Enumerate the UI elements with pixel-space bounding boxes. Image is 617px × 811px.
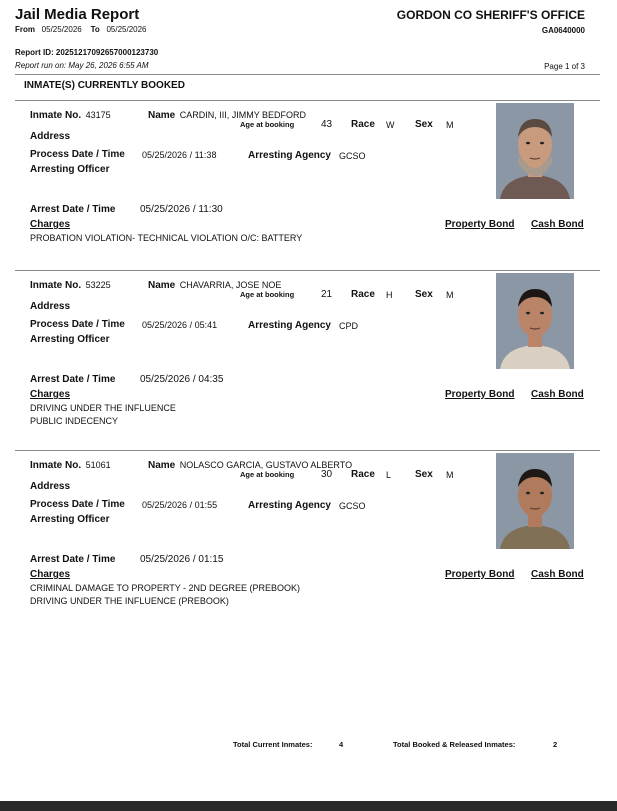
section-rule xyxy=(15,100,600,101)
inmate-number-row xyxy=(30,275,111,293)
mugshot-icon xyxy=(496,103,574,199)
process-date: 05/25/2026 xyxy=(142,320,188,330)
arrest-slash: / xyxy=(192,554,196,565)
arrest-time: 04:35 xyxy=(198,374,224,385)
arresting-officer-label: Arresting Officer xyxy=(30,334,110,345)
header-rule xyxy=(15,74,600,75)
run-date: Report run on: May 26, 2026 6:55 AM xyxy=(15,61,149,70)
sex-label: Sex xyxy=(415,119,433,130)
address-label: Address xyxy=(30,481,71,492)
charges-label: Charges xyxy=(30,219,71,230)
to-label: To xyxy=(90,25,100,34)
inmate-no-label: Inmate No. xyxy=(30,110,82,121)
inmate-number-row xyxy=(30,455,111,473)
process-datetime xyxy=(142,320,217,330)
age-label: Age at booking xyxy=(240,120,295,129)
inmate-no-label: Inmate No. xyxy=(30,460,82,471)
name-label: Name xyxy=(148,110,176,121)
arresting-officer-label: Arresting Officer xyxy=(30,514,110,525)
arrest-datetime xyxy=(140,204,223,215)
arresting-agency-value: GCSO xyxy=(339,501,366,511)
process-date-label: Process Date / Time xyxy=(30,499,125,510)
process-datetime xyxy=(142,500,217,510)
arresting-agency-value: GCSO xyxy=(339,151,366,161)
race-label: Race xyxy=(351,469,375,480)
record-divider xyxy=(15,270,600,271)
arrest-date-label: Arrest Date / Time xyxy=(30,554,116,565)
mugshot-icon xyxy=(496,453,574,549)
inmate-photo xyxy=(496,273,574,369)
arresting-agency-label: Arresting Agency xyxy=(248,150,331,161)
mugshot-icon xyxy=(496,273,574,369)
address-label: Address xyxy=(30,131,71,142)
ori-code: GA0640000 xyxy=(541,26,585,35)
sex-label: Sex xyxy=(415,469,433,480)
from-label: From xyxy=(15,25,35,34)
age-value: 43 xyxy=(321,119,333,130)
record-divider xyxy=(15,450,600,451)
total-released-value: 2 xyxy=(553,740,558,749)
charge-item: DRIVING UNDER THE INFLUENCE xyxy=(30,403,176,413)
race-label: Race xyxy=(351,119,375,130)
inmate-name: CARDIN, III, JIMMY BEDFORD xyxy=(179,110,307,120)
charge-item: PUBLIC INDECENCY xyxy=(30,416,119,426)
address-label: Address xyxy=(30,301,71,312)
process-date-label: Process Date / Time xyxy=(30,319,125,330)
cash-bond-label: Cash Bond xyxy=(531,569,584,580)
inmate-photo xyxy=(496,103,574,199)
process-time: 05:41 xyxy=(194,320,218,330)
inmate-no-value: 43175 xyxy=(85,110,111,120)
race-value: L xyxy=(386,470,392,480)
to-date: 05/25/2026 xyxy=(106,25,147,34)
screen-bottom-bar xyxy=(0,801,617,811)
process-date-label: Process Date / Time xyxy=(30,149,125,160)
age-value: 30 xyxy=(321,469,333,480)
inmate-number-row xyxy=(30,105,111,123)
name-label: Name xyxy=(148,280,176,291)
arrest-datetime xyxy=(140,554,223,565)
page-number: Page 1 of 3 xyxy=(544,62,585,71)
charge-item: DRIVING UNDER THE INFLUENCE (PREBOOK) xyxy=(30,596,229,606)
arrest-date: 05/25/2026 xyxy=(140,374,191,385)
sex-value: M xyxy=(446,290,454,300)
total-released-label: Total Booked & Released Inmates: xyxy=(393,740,516,749)
report-id: Report ID: 20251217092657000123730 xyxy=(15,48,159,57)
arrest-date: 05/25/2026 xyxy=(140,204,191,215)
section-title: INMATE(S) CURRENTLY BOOKED xyxy=(24,80,185,91)
total-current-label: Total Current Inmates: xyxy=(233,740,313,749)
process-date: 05/25/2026 xyxy=(142,500,188,510)
charges-label: Charges xyxy=(30,569,71,580)
property-bond-label: Property Bond xyxy=(445,569,515,580)
charges-label: Charges xyxy=(30,389,71,400)
agency-name: GORDON CO SHERIFF'S OFFICE xyxy=(396,8,585,22)
race-label: Race xyxy=(351,289,375,300)
arrest-time: 11:30 xyxy=(198,204,223,215)
arrest-date-label: Arrest Date / Time xyxy=(30,204,116,215)
cash-bond-label: Cash Bond xyxy=(531,389,584,400)
arresting-agency-value: CPD xyxy=(339,321,359,331)
race-value: W xyxy=(386,120,395,130)
inmate-no-value: 53225 xyxy=(85,280,111,290)
race-value: H xyxy=(386,290,393,300)
inmate-no-value: 51061 xyxy=(85,460,111,470)
sex-value: M xyxy=(446,470,454,480)
arrest-slash: / xyxy=(192,204,196,215)
arresting-officer-label: Arresting Officer xyxy=(30,164,110,175)
process-date: 05/25/2026 xyxy=(142,150,188,160)
process-slash: / xyxy=(189,320,193,330)
arrest-date: 05/25/2026 xyxy=(140,554,191,565)
arrest-date-label: Arrest Date / Time xyxy=(30,374,116,385)
arrest-time: 01:15 xyxy=(198,554,224,565)
sex-label: Sex xyxy=(415,289,433,300)
inmate-photo xyxy=(496,453,574,549)
age-label: Age at booking xyxy=(240,290,295,299)
age-label: Age at booking xyxy=(240,470,295,479)
name-label: Name xyxy=(148,460,176,471)
total-current-value: 4 xyxy=(339,740,344,749)
inmate-name: NOLASCO GARCIA, GUSTAVO ALBERTO xyxy=(179,460,353,470)
report-title: Jail Media Report xyxy=(15,6,140,23)
property-bond-label: Property Bond xyxy=(445,389,515,400)
charge-item: CRIMINAL DAMAGE TO PROPERTY - 2ND DEGREE (PREBOOK) xyxy=(30,583,301,593)
process-time: 01:55 xyxy=(194,500,218,510)
process-datetime xyxy=(142,150,216,160)
from-date: 05/25/2026 xyxy=(41,25,82,34)
arresting-agency-label: Arresting Agency xyxy=(248,500,331,511)
inmate-name: CHAVARRIA, JOSE NOE xyxy=(179,280,282,290)
age-value: 21 xyxy=(321,289,333,300)
arrest-slash: / xyxy=(192,374,196,385)
property-bond-label: Property Bond xyxy=(445,219,515,230)
process-time: 11:38 xyxy=(194,150,217,160)
inmate-no-label: Inmate No. xyxy=(30,280,82,291)
arresting-agency-label: Arresting Agency xyxy=(248,320,331,331)
date-range xyxy=(15,25,147,34)
arrest-datetime xyxy=(140,374,223,385)
process-slash: / xyxy=(189,150,193,160)
process-slash: / xyxy=(189,500,193,510)
cash-bond-label: Cash Bond xyxy=(531,219,584,230)
charge-item: PROBATION VIOLATION- TECHNICAL VIOLATION O/C: BATTERY xyxy=(30,233,303,243)
sex-value: M xyxy=(446,120,454,130)
